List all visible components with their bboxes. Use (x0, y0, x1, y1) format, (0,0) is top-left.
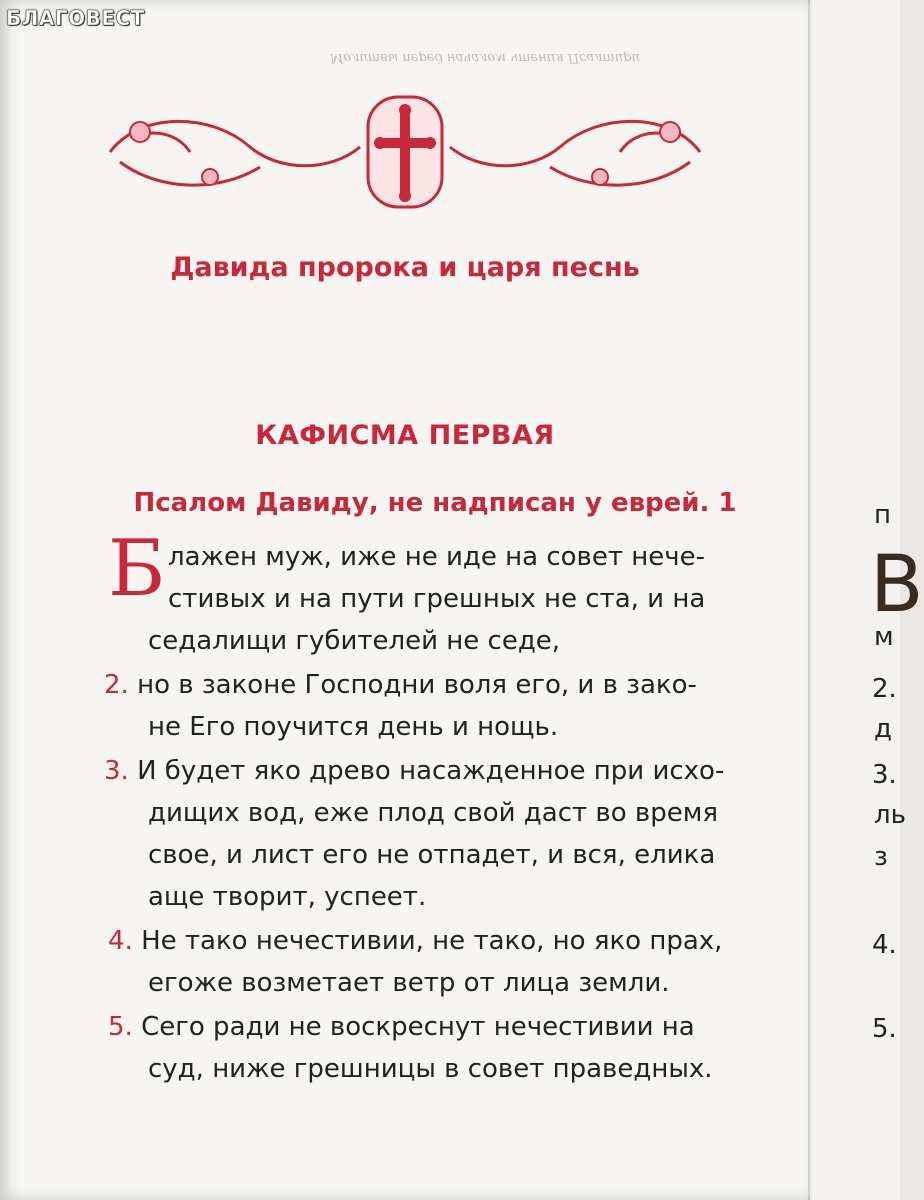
psalm-line-3: седалищи губителей не седе, (148, 626, 561, 656)
right-fragment: ль (874, 800, 906, 830)
psalm-line-10: 4. Не тако нечестивии, не тако, но яко прах, (108, 926, 723, 956)
kathisma-heading: КАФИСМА ПЕРВАЯ (255, 420, 555, 451)
psalm-line-4: 2. но в законе Господни воля его, и в зако- (104, 670, 697, 700)
cross-ornament (100, 92, 710, 212)
song-heading: Давида пророка и царя песнь (170, 252, 640, 283)
psalm-line-5: не Его поучится день и нощь. (148, 712, 559, 742)
store-watermark: БЛАГОВЕСТ (6, 6, 145, 30)
running-head: Молитвы перед началом чтения Псалтири (330, 50, 640, 65)
right-fragment: 2. (872, 674, 897, 704)
psalm-line-7: дищих вод, еже плод свой даст во время (148, 798, 718, 828)
verse-number: 5. (108, 1012, 133, 1042)
psalm-line-9: аще творит, успеет. (148, 882, 427, 912)
psalm-line-6: 3. И будет яко древо насажденное при исхо- (104, 756, 725, 786)
right-fragment: м (874, 622, 894, 652)
right-fragment: п (874, 500, 891, 530)
verse-number: 4. (108, 926, 133, 956)
psalm-line-13: суд, ниже грешницы в совет праведных. (148, 1054, 713, 1084)
right-fragment: В (870, 540, 924, 630)
psalm-line-12: 5. Сего ради не воскреснут нечестивии на (108, 1012, 695, 1042)
psalm-line-8: свое, и лист его не отпадет, и вся, елика (148, 840, 716, 870)
drop-cap: Б (108, 524, 166, 614)
psalm-line-11: егоже возметает ветр от лица земли. (148, 968, 670, 998)
psalm-line-2: стивых и на пути грешных не ста, и на (168, 584, 706, 614)
right-fragment: д (874, 714, 892, 744)
right-fragment: 4. (872, 930, 897, 960)
verse-number: 3. (104, 756, 129, 786)
right-fragment: 5. (872, 1014, 897, 1044)
verse-number: 2. (104, 670, 129, 700)
right-book-page (812, 0, 924, 1200)
right-fragment: 3. (872, 760, 897, 790)
psalm-heading: Псалом Давиду, не надписан у еврей. 1 (133, 488, 737, 518)
right-fragment: з (874, 842, 888, 872)
psalm-line-1: лажен муж, иже не иде на совет нече- (168, 542, 706, 572)
